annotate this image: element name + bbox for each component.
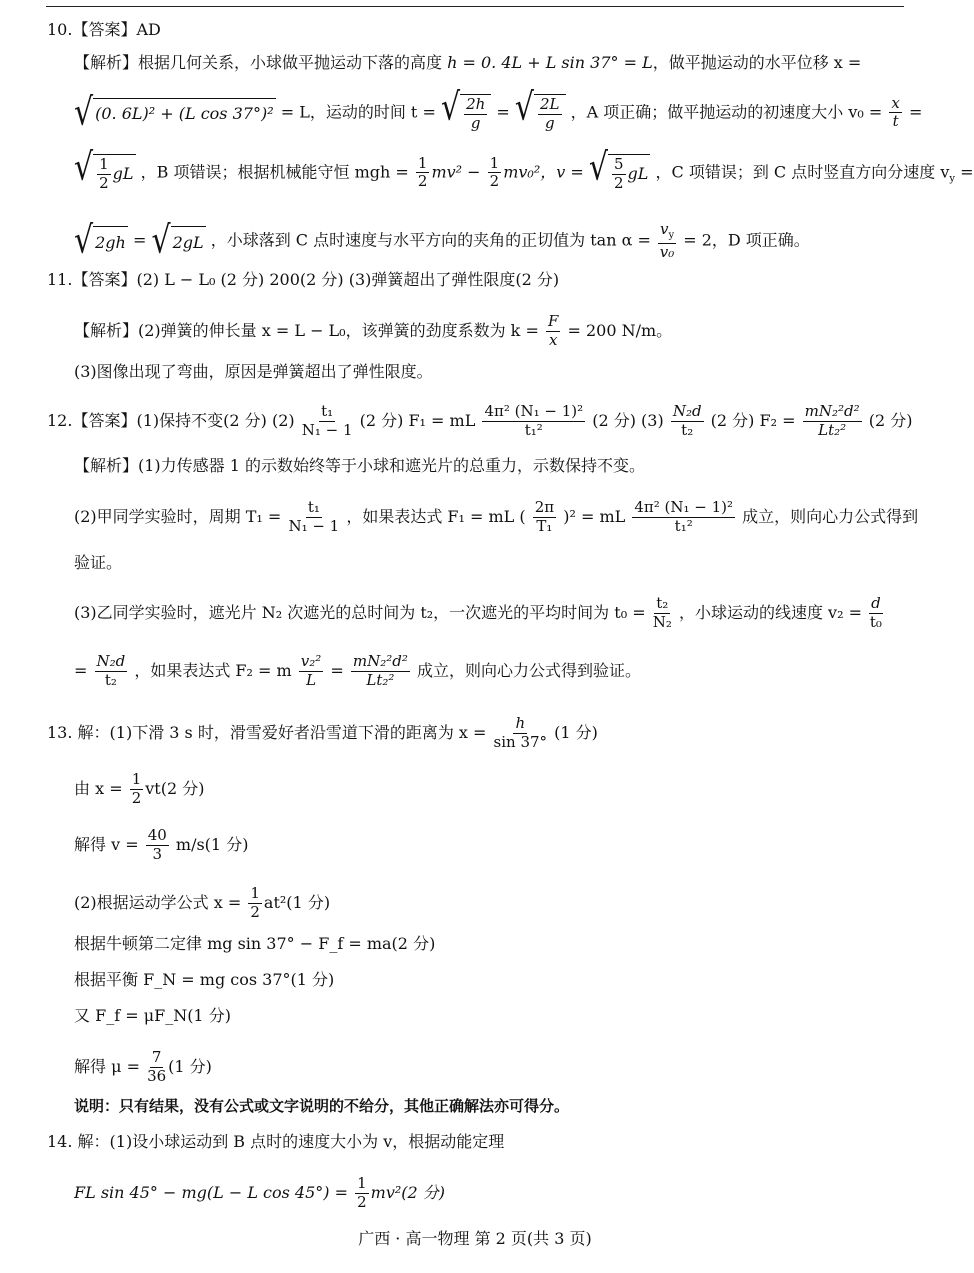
q13-line5: 根据牛顿第二定律 mg sin 37° − F_f = ma(2 分) [74,934,436,953]
page-footer: 广西 · 高一物理 第 2 页(共 3 页) [358,1229,592,1248]
q12-analysis-line2: (2)甲同学实验时，周期 T₁ = $\frac{\text{t₁}}{\text{N₁ − 1}}$ ，如果表达式 F₁ = mL ( $\frac{2\pi}{\text{T₁}}$ )² = mL $\frac{\text{4π² (N₁ − 1)²}}{\text{t₁²}}$ 成立，则向心力公式得到 [74,498,919,535]
q13-line2: 由 x = $\frac{1}{2}$ vt(2 分) [74,770,205,807]
q12-answer: 12.【答案】(1)保持不变(2 分) (2) $\frac{\text{t₁}}{\text{N₁ − 1}}$ (2 分) F₁ = mL $\frac{\text{4π² (N₁ − 1)²}}{\text{t₁²}}$ (2 分) (3) $\frac{\text{N₂d}}{\text{t₂}}$ (2 分) F₂ = $\frac{\text{mN₂²d²}}{\text{Lt₂²}}$ (2 分) [47,402,913,439]
q13-line3: 解得 v = $\frac{40}{3}$ m/s(1 分) [74,826,249,863]
q12-analysis-line1: 【解析】(1)力传感器 1 的示数始终等于小球和遮光片的总重力，示数保持不变。 [74,456,646,475]
q10-analysis-line1: 【解析】根据几何关系，小球做平抛运动下落的高度 h = 0. 4L + L sin 37° = L，做平抛运动的水平位移 x = [74,53,862,72]
q10-analysis-line4: √ 2gh = √ 2gL ，小球落到 C 点时速度与水平方向的夹角的正切值为 tan α = $\frac{v_y}{\text{v₀}}$ = 2，D 项正确。 [74,218,810,263]
q13-line8: 解得 μ = $\frac{7}{36}$ (1 分) [74,1048,212,1085]
sqrt-expression: √ (0. 6L)² + (L cos 37°)² [74,90,274,134]
q13-line7: 又 F_f = μF_N(1 分) [74,1006,231,1025]
q13-line6: 根据平衡 F_N = mg cos 37°(1 分) [74,970,335,989]
q10-analysis-line2: √ (0. 6L)² + (L cos 37°)² = L，运动的时间 t = √ $\frac{2h}{g}$ = √ $\frac{2L}{g}$ ，A 项正确；做平抛运动的初速度大小 v₀ = $\frac{x}{t}$ = [74,85,923,134]
top-rule [46,6,904,7]
q10-answer: 10.【答案】AD [47,20,161,39]
q12-analysis-line4: = $\frac{\text{N₂d}}{\text{t₂}}$ ，如果表达式 F₂ = m $\frac{\text{v₂²}}{L}$ = $\frac{\text{mN₂²d²}}{\text{Lt₂²}}$ 成立，则向心力公式得到验证。 [74,652,642,689]
q14-line2: FL sin 45° − mg(L − L cos 45°) = $\frac{1}{2}$ mv²(2 分) [74,1174,446,1211]
q10-analysis-line3: √ $\frac{1}{2}$ gL ，B 项错误；根据机械能守恒 mgh = $\frac{1}{2}$ mv² − $\frac{1}{2}$ mv₀²，v = √ $\frac{5}{2}$ gL ，C 项错误；到 C 点时竖直方向分速度 $v_y$ = [74,145,974,192]
q11-analysis-line2: (3)图像出现了弯曲，原因是弹簧超出了弹性限度。 [74,362,433,381]
q11-answer: 11.【答案】(2) L − L₀ (2 分) 200(2 分) (3)弹簧超出了弹性限度(2 分) [47,270,560,289]
q14-line1: 14. 解：(1)设小球运动到 B 点时的速度大小为 v，根据动能定理 [47,1132,505,1151]
q13-line1: 13. 解：(1)下滑 3 s 时，滑雪爱好者沿雪道下滑的距离为 x = $\frac{h}{\sin 37^\circ}$ (1 分) [47,714,598,751]
q12-analysis-line2-end: 验证。 [74,553,123,572]
q13-note: 说明：只有结果，没有公式或文字说明的不给分，其他正确解法亦可得分。 [74,1097,570,1115]
q12-analysis-line3: (3)乙同学实验时，遮光片 N₂ 次遮光的总时间为 t₂，一次遮光的平均时间为 t₀ = $\frac{\text{t₂}}{\text{N₂}}$ ，小球运动的线速度 v₂ = $\frac{d}{\text{t₀}}$ [74,594,882,631]
q13-line4: (2)根据运动学公式 x = $\frac{1}{2}$ at²(1 分) [74,884,331,921]
q11-analysis-line1: 【解析】(2)弹簧的伸长量 x = L − L₀，该弹簧的劲度系数为 k = $\frac{F}{x}$ = 200 N/m。 [74,312,673,349]
